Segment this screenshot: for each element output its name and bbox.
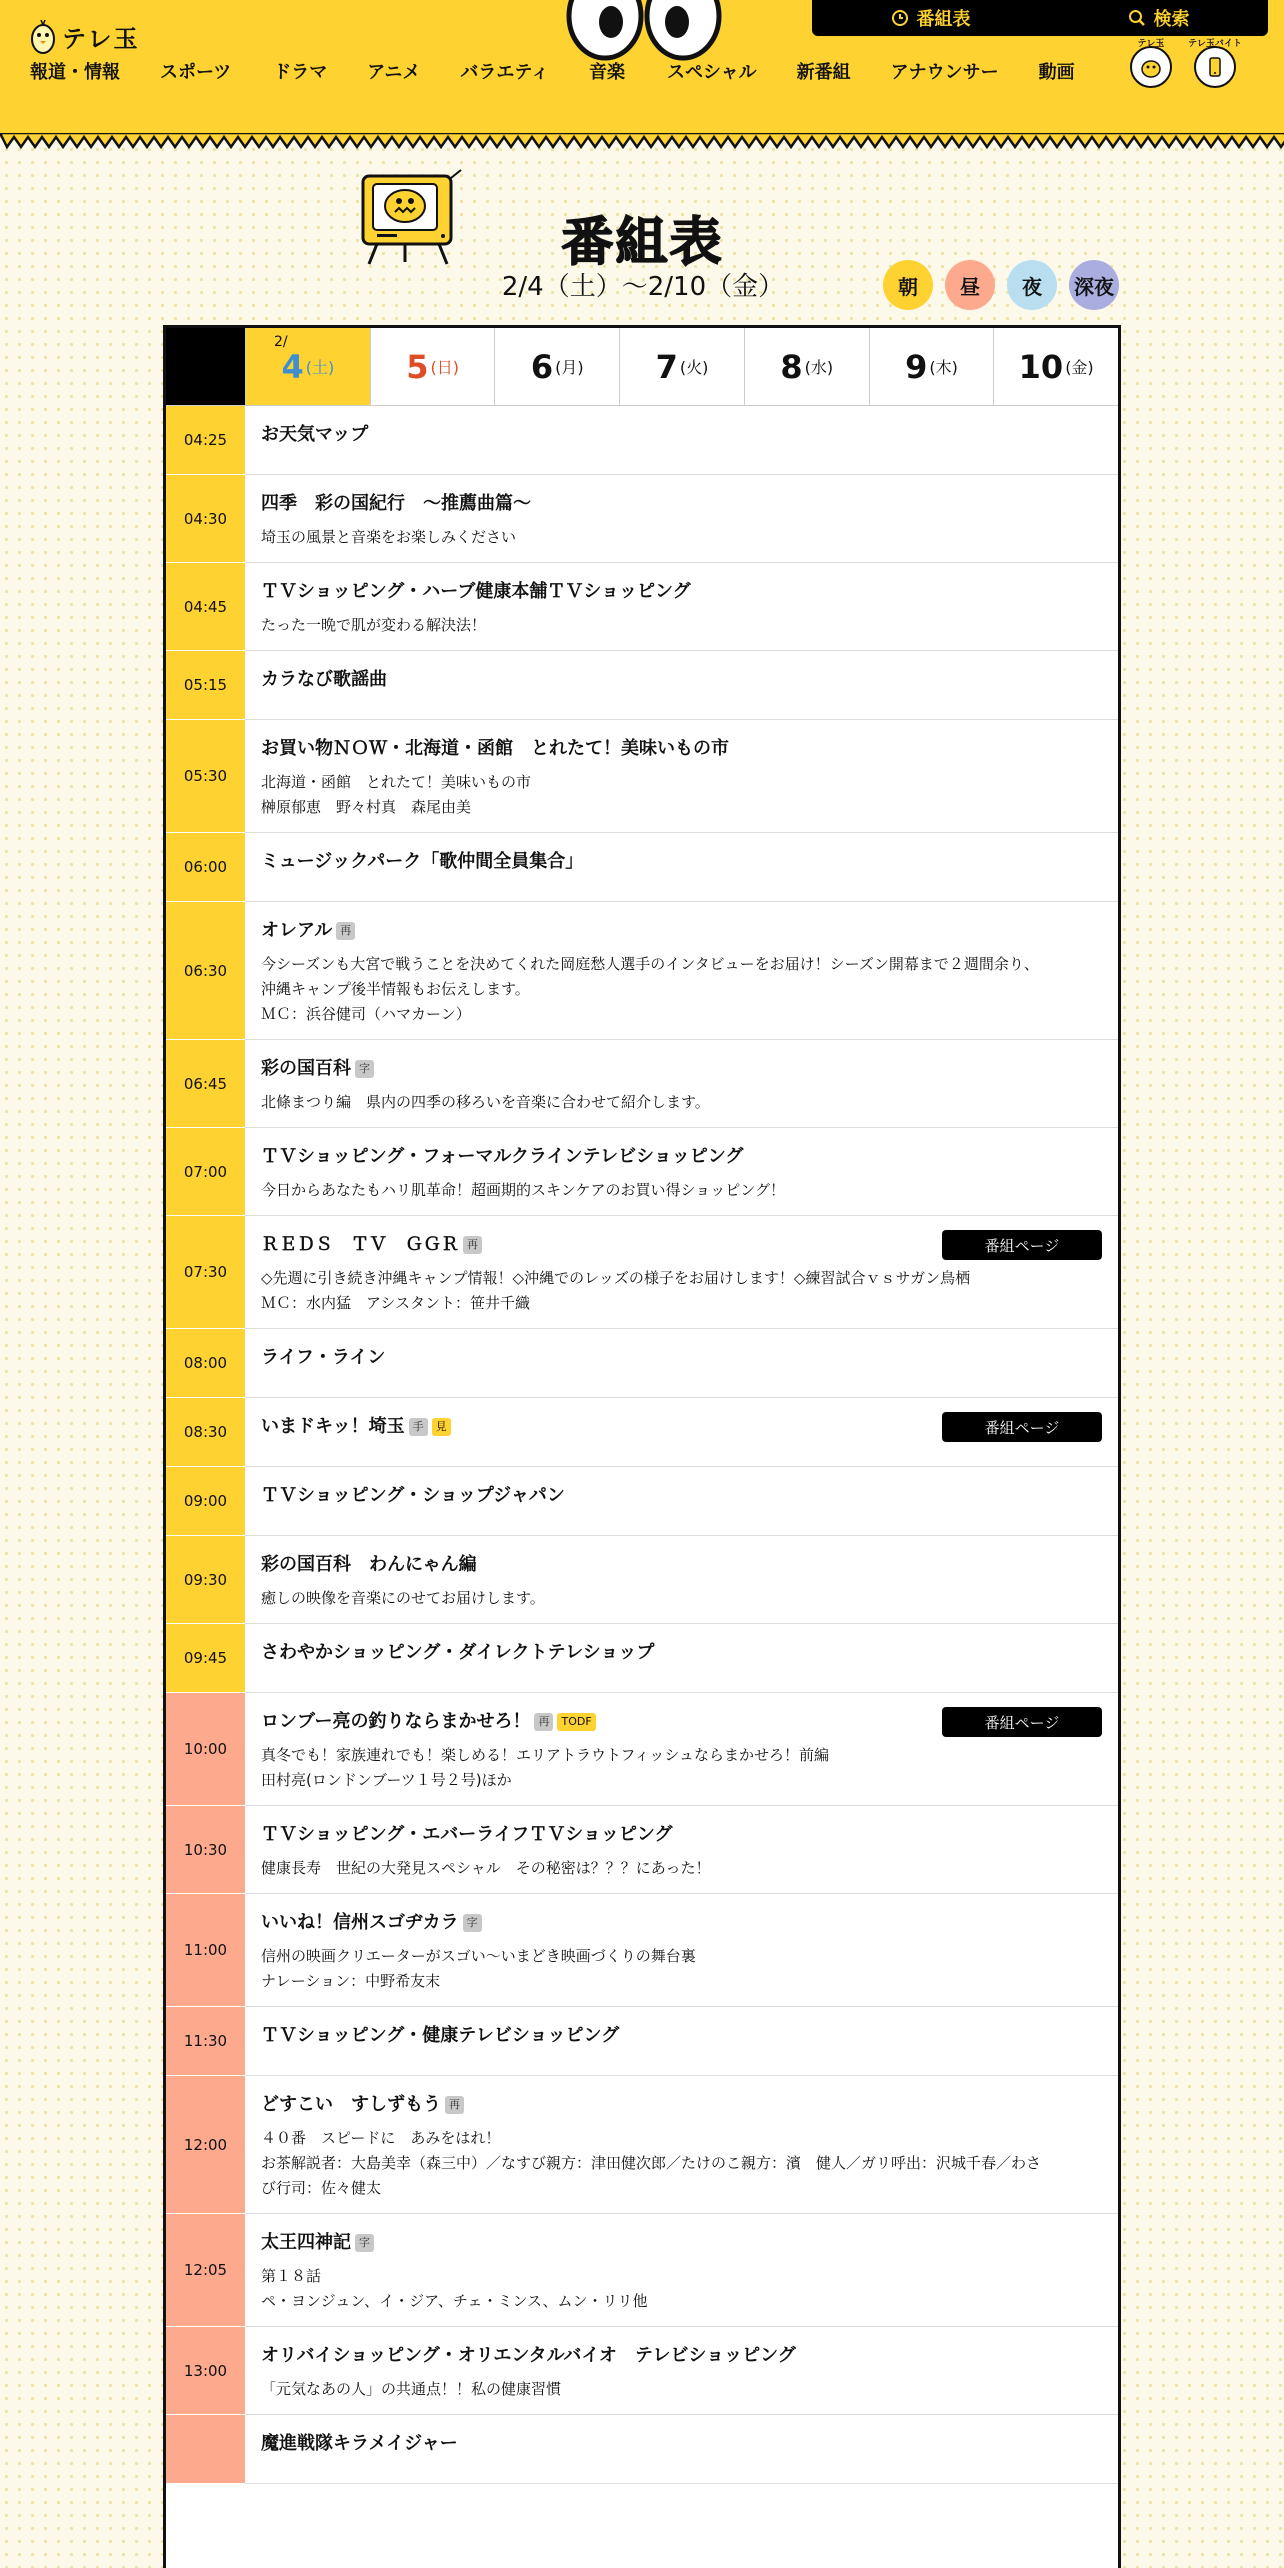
program-badge: 再: [336, 922, 355, 940]
program-time: 07:00: [166, 1128, 245, 1216]
program-time: 11:30: [166, 2007, 245, 2076]
program-time: 06:00: [166, 833, 245, 902]
program-title[interactable]: [261, 2090, 1102, 2120]
program-row[interactable]: [166, 2327, 1118, 2415]
program-title-text: ライフ・ライン: [261, 1347, 386, 1368]
day-tab-weekday: (火): [679, 358, 709, 377]
program-time: 07:30: [166, 1216, 245, 1329]
program-description: 信州の映画クリエーターがスゴい～いまどき映画づくりの舞台裏 ナレーション：中野希友末: [261, 1947, 696, 1990]
day-tab-weekday: (木): [929, 358, 958, 377]
program-title[interactable]: [261, 1638, 1102, 1668]
baito-app-label: テレ玉バイト: [1188, 39, 1242, 49]
day-tab-number: 8: [780, 347, 803, 386]
program-title-text: 四季 彩の国紀行 ～推薦曲篇～: [261, 493, 531, 514]
program-time: 09:00: [166, 1467, 245, 1536]
program-title-text: ＴＶショッピング・エバーライフＴＶショッピング: [261, 1824, 673, 1845]
logo-text: テレ玉: [62, 24, 140, 53]
program-time: 04:30: [166, 475, 245, 563]
program-body: [245, 2076, 1118, 2213]
day-tab-month: 2/: [274, 334, 288, 350]
program-row[interactable]: [166, 1806, 1118, 1894]
program-time: 12:00: [166, 2076, 245, 2214]
program-body: [245, 1624, 1118, 1692]
program-row[interactable]: [166, 1398, 1118, 1467]
program-body: [245, 2007, 1118, 2075]
day-tab-weekday: (金): [1065, 358, 1094, 377]
program-title[interactable]: [261, 1343, 1102, 1373]
program-title[interactable]: [261, 1550, 1102, 1580]
program-badge: 再: [445, 2096, 464, 2114]
program-title[interactable]: [261, 1820, 1102, 1850]
program-time: 08:30: [166, 1398, 245, 1467]
program-description: 北海道・函館 とれたて！美味いもの市 榊原郁恵 野々村真 森尾由美: [261, 773, 532, 816]
program-title-text: さわやかショッピング・ダイレクトテレショップ: [261, 1642, 655, 1663]
program-badge: 見: [432, 1418, 451, 1436]
program-title-text: どすこい すしずもう: [261, 2094, 441, 2115]
top-utility-bar: [812, 0, 1268, 36]
program-body: [245, 406, 1118, 474]
program-description: 今シーズンも大宮で戦うことを決めてくれた岡庭愁人選手のインタビューをお届け！シーズン開幕まで２週間余り、 沖縄キャンプ後半情報もお伝えします。 ＭＣ：浜谷健司（ハマカーン）: [261, 955, 1039, 1023]
nav-item-music[interactable]: 音楽: [588, 62, 625, 83]
program-row[interactable]: [166, 2214, 1118, 2327]
program-title[interactable]: [261, 2429, 1102, 2459]
program-body: [245, 1040, 1118, 1127]
site-logo[interactable]: [30, 14, 140, 58]
schedule-link-label: 番組表: [916, 9, 971, 30]
program-row[interactable]: [166, 475, 1118, 563]
program-time: 06:45: [166, 1040, 245, 1128]
program-title[interactable]: [261, 420, 1102, 450]
program-time: 05:15: [166, 651, 245, 720]
day-tab-number: 4: [281, 347, 304, 386]
program-body: [245, 1536, 1118, 1623]
program-row[interactable]: [166, 720, 1118, 833]
program-title[interactable]: [261, 665, 1102, 695]
program-badge: 手: [409, 1418, 428, 1436]
nav-item-new[interactable]: 新番組: [796, 62, 851, 83]
program-title[interactable]: [261, 847, 1102, 877]
program-description: 健康長寿 世紀の大発見スペシャル その秘密は？？？にあった！: [261, 1859, 711, 1877]
program-body: [245, 720, 1118, 832]
program-time: 09:45: [166, 1624, 245, 1693]
program-page-button[interactable]: 番組ページ: [942, 1412, 1102, 1442]
retro-tv-mascot-icon: [355, 168, 465, 268]
period-morning-button[interactable]: 朝: [883, 260, 933, 310]
day-tab-8[interactable]: [744, 328, 869, 405]
program-time: 05:30: [166, 720, 245, 833]
period-daytime-button[interactable]: 昼: [945, 260, 995, 310]
program-list: [166, 406, 1118, 2484]
program-title-text: 魔進戦隊キラメイジャー: [261, 2433, 458, 2454]
main-nav: [30, 58, 1075, 94]
program-title-text: オリバイショッピング・オリエンタルバイオ テレビショッピング: [261, 2345, 796, 2366]
program-row[interactable]: [166, 1040, 1118, 1128]
day-tab-number: 10: [1018, 347, 1064, 386]
program-row[interactable]: [166, 651, 1118, 720]
program-title[interactable]: [261, 2228, 1102, 2258]
program-title[interactable]: [261, 577, 1102, 607]
program-badge: 再: [534, 1713, 553, 1731]
day-tab-weekday: (水): [804, 358, 834, 377]
day-tab-5[interactable]: [370, 328, 495, 405]
program-description: ４０番 スピードに あみをはれ！ お茶解説者：大島美幸（森三中）／なすび親方：津田健次郎／たけのこ親方：濱 健人／ガリ呼出：沢城千春／わさ び行司：佐々健太: [261, 2129, 1042, 2197]
nav-item-variety[interactable]: バラエティ: [460, 62, 549, 83]
program-row[interactable]: [166, 1624, 1118, 1693]
day-tab-weekday: (土): [305, 358, 335, 377]
program-badge: 字: [355, 2234, 374, 2252]
program-title-text: ＴＶショッピング・健康テレビショッピング: [261, 2025, 620, 2046]
nav-icon-buttons: [1130, 39, 1242, 88]
program-body: [245, 902, 1118, 1039]
program-body: [245, 1467, 1118, 1535]
day-tab-number: 7: [655, 347, 678, 386]
day-tab-number: 9: [905, 347, 928, 386]
program-badge: TODF: [557, 1713, 595, 1731]
program-body: [245, 2415, 1118, 2483]
day-tab-number: 5: [406, 347, 429, 386]
program-description: 癒しの映像を音楽にのせてお届けします。: [261, 1589, 545, 1607]
program-title-text: ミュージックパーク「歌仲間全員集合」: [261, 851, 584, 872]
program-title[interactable]: [261, 734, 1102, 764]
program-time: 10:00: [166, 1693, 245, 1806]
program-badge: 再: [463, 1236, 482, 1254]
nav-item-video[interactable]: 動画: [1038, 62, 1075, 83]
program-body: [245, 1398, 1118, 1466]
program-row[interactable]: [166, 1467, 1118, 1536]
program-description: 第１８話 ペ・ヨンジュン、イ・ジア、チェ・ミンス、ムン・リリ他: [261, 2267, 648, 2310]
day-tab-9[interactable]: [869, 328, 994, 405]
search-icon: [1128, 9, 1146, 27]
search-link[interactable]: [1128, 5, 1190, 31]
day-tab-weekday: (月): [555, 358, 584, 377]
program-body: [245, 1806, 1118, 1893]
program-body: [245, 1329, 1118, 1397]
program-title[interactable]: [261, 1908, 1102, 1938]
program-time: 04:25: [166, 406, 245, 475]
program-schedule: [163, 325, 1121, 2568]
program-page-button[interactable]: 番組ページ: [942, 1707, 1102, 1737]
program-row[interactable]: [166, 1329, 1118, 1398]
schedule-link[interactable]: [891, 5, 971, 31]
program-row[interactable]: [166, 2007, 1118, 2076]
program-badge: 字: [463, 1914, 482, 1932]
program-description: 「元気なあの人」の共通点！！私の健康習慣: [261, 2380, 562, 2398]
program-title-text: 彩の国百科: [261, 1058, 351, 1079]
program-body: [245, 1216, 1118, 1328]
program-title-text: ロンブー亮の釣りならまかせろ！: [261, 1711, 531, 1732]
baito-app-button[interactable]: [1188, 39, 1242, 88]
program-badge: 字: [355, 1060, 374, 1078]
program-title[interactable]: [261, 916, 1102, 946]
mascot-eyes-icon: [565, 0, 725, 62]
program-row[interactable]: [166, 406, 1118, 475]
program-row[interactable]: [166, 1536, 1118, 1624]
program-title-text: ＴＶショッピング・フォーマルクラインテレビショッピング: [261, 1146, 744, 1167]
program-description: 真冬でも！家族連れでも！楽しめる！エリアトラウトフィッシュならまかせろ！前編 田村亮(ロンドンブーツ１号２号)ほか: [261, 1746, 830, 1789]
period-buttons: [883, 260, 1119, 310]
program-body: [245, 475, 1118, 562]
program-title-text: いまドキッ！埼玉: [261, 1416, 405, 1437]
program-body: [245, 1894, 1118, 2006]
nav-item-special[interactable]: スペシャル: [666, 62, 757, 83]
program-title-text: カラなび歌謡曲: [261, 669, 387, 690]
day-tab-4[interactable]: [245, 328, 370, 405]
nav-item-anime[interactable]: アニメ: [367, 62, 421, 83]
program-time: 04:45: [166, 563, 245, 651]
nav-item-announcer[interactable]: アナウンサー: [890, 62, 999, 83]
program-title-text: お天気マップ: [261, 424, 369, 445]
teletama-mascot-label: テレ玉: [1137, 39, 1165, 49]
program-row[interactable]: [166, 1693, 1118, 1806]
program-row[interactable]: [166, 2076, 1118, 2214]
phone-app-icon: [1203, 55, 1227, 79]
teletama-mascot-icon: [1139, 55, 1163, 79]
program-body: [245, 1128, 1118, 1215]
program-body: [245, 651, 1118, 719]
program-title-text: いいね！信州スゴヂカラ: [261, 1912, 459, 1933]
program-title[interactable]: [261, 1054, 1102, 1084]
program-body: [245, 2327, 1118, 2414]
program-row[interactable]: [166, 1128, 1118, 1216]
program-title[interactable]: [261, 2341, 1102, 2371]
teletama-mascot-button[interactable]: [1130, 39, 1172, 88]
program-description: ◇先週に引き続き沖縄キャンプ情報！◇沖縄でのレッズの様子をお届けします！◇練習試合ｖｓサガン鳥栖 ＭＣ：水内猛 アシスタント：笹井千織: [261, 1269, 971, 1312]
program-body: [245, 833, 1118, 901]
day-tab-number: 6: [530, 347, 554, 386]
program-time: 11:00: [166, 1894, 245, 2007]
program-row[interactable]: [166, 833, 1118, 902]
program-body: [245, 563, 1118, 650]
program-row[interactable]: [166, 1894, 1118, 2007]
date-range: 2/4（土）〜2/10（金）: [501, 272, 785, 302]
program-time: 13:00: [166, 2327, 245, 2415]
day-tabs-corner: [166, 328, 245, 405]
day-tab-weekday: (日): [430, 358, 459, 377]
program-time: 12:05: [166, 2214, 245, 2327]
program-row[interactable]: [166, 563, 1118, 651]
program-description: 今日からあなたもハリ肌革命！超画期的スキンケアのお買い得ショッピング！: [261, 1181, 785, 1199]
program-title[interactable]: [261, 489, 1102, 519]
search-link-label: 検索: [1153, 9, 1190, 30]
page-title: 番組表: [561, 213, 724, 273]
day-tab-6[interactable]: [494, 328, 619, 405]
program-description: たった一晩で肌が変わる解決法！: [261, 616, 487, 634]
nav-item-news[interactable]: 報道・情報: [30, 62, 120, 83]
program-description: 埼玉の風景と音楽をお楽しみください: [261, 528, 517, 546]
day-tab-7[interactable]: [619, 328, 744, 405]
program-row[interactable]: [166, 2415, 1118, 2484]
program-title-text: 彩の国百科 わんにゃん編: [261, 1554, 477, 1575]
nav-item-drama[interactable]: ドラマ: [273, 62, 328, 83]
program-title-text: オレアル: [261, 920, 333, 941]
program-title-text: ＲＥＤＳ ＴＶ ＧＧＲ: [261, 1234, 459, 1255]
site-header: [0, 0, 1284, 138]
program-title-text: お買い物ＮＯＷ・北海道・函館 とれたて！美味いもの市: [261, 738, 729, 759]
day-tabs: [166, 328, 1118, 406]
program-time: 10:30: [166, 1806, 245, 1894]
period-evening-button[interactable]: 夜: [1007, 260, 1057, 310]
program-page-button[interactable]: 番組ページ: [942, 1230, 1102, 1260]
program-description: 北條まつり編 県内の四季の移ろいを音楽に合わせて紹介します。: [261, 1093, 710, 1111]
nav-item-sports[interactable]: スポーツ: [160, 62, 232, 83]
program-title-text: 太王四神記: [261, 2232, 351, 2253]
program-time: 09:30: [166, 1536, 245, 1624]
day-tab-10[interactable]: [993, 328, 1118, 405]
program-title[interactable]: [261, 1142, 1102, 1172]
program-time: [166, 2415, 245, 2484]
program-title-text: ＴＶショッピング・ショップジャパン: [261, 1485, 565, 1506]
program-body: [245, 1693, 1118, 1805]
program-title-text: ＴＶショッピング・ハーブ健康本舗ＴＶショッピング: [261, 581, 691, 602]
program-title[interactable]: [261, 1481, 1102, 1511]
clock-icon: [891, 9, 909, 27]
program-row[interactable]: [166, 1216, 1118, 1329]
program-title[interactable]: [261, 2021, 1102, 2051]
header-zigzag-edge: [0, 133, 1284, 153]
period-latenight-button[interactable]: 深夜: [1069, 260, 1119, 310]
program-body: [245, 2214, 1118, 2326]
program-row[interactable]: [166, 902, 1118, 1040]
program-time: 08:00: [166, 1329, 245, 1398]
chick-mascot-icon: [30, 17, 56, 55]
program-time: 06:30: [166, 902, 245, 1040]
